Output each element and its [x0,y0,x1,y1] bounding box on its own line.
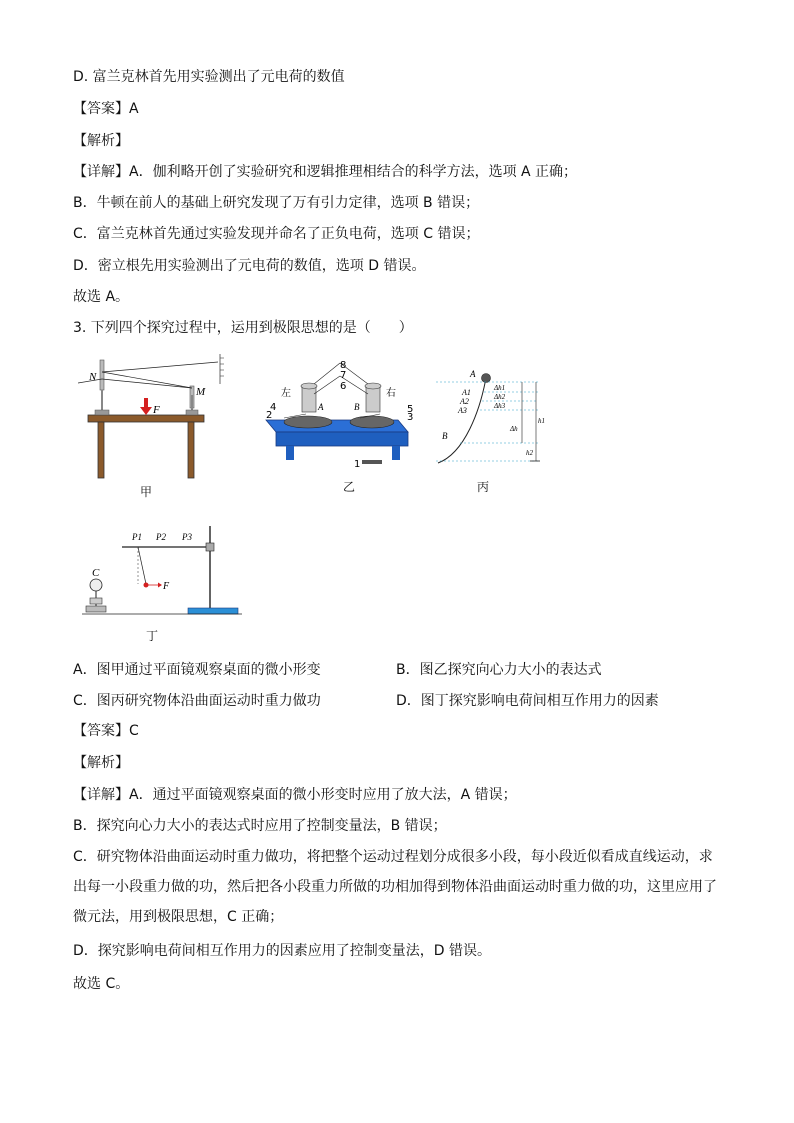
answer-label: 【答案】A [73,101,139,117]
label-4: 4 [270,402,277,413]
label-p1: P1 [132,532,142,542]
answer-label-q3: 【答案】C [73,723,139,739]
caption-yi: 乙 [343,480,356,494]
label-7: 7 [340,370,347,381]
label-h2: h2 [526,449,533,457]
label-3: 3 [407,412,414,423]
option-d-q3: D．图丁探究影响电荷间相互作用力的因素 [396,693,659,709]
label-5: 5 [407,404,414,415]
label-a3: A3 [458,406,467,415]
caption-jia: 甲 [140,485,153,499]
charge-c-stand [86,579,106,612]
option-a: A．图甲通过平面镜观察桌面的微小形变 [73,662,321,678]
detail-d-q3: D．探究影响电荷间相互作用力的因素应用了控制变量法，D 错误。 [73,943,492,959]
suspension-thread [138,547,146,584]
option-d: D. 富兰克林首先用实验测出了元电荷的数值 [73,69,345,85]
label-f: F [163,581,170,592]
label-dh: Δh [510,425,518,433]
label-1: 1 [354,459,361,470]
analysis-label-q3: 【解析】 [73,755,129,771]
force-arrow [140,398,152,415]
label-p3: P3 [182,532,192,542]
option-b: B．图乙探究向心力大小的表达式 [396,662,602,678]
label-p2: P2 [156,532,166,542]
detail-b-q3: B．探究向心力大小的表达式时应用了控制变量法，B 错误； [73,818,447,834]
label-m: M [196,386,206,398]
force-f-arrow [148,583,162,588]
crank [362,460,382,464]
label-dh1: Δh1 [494,384,506,392]
label-right: 右 [386,388,396,399]
conclusion-q3: 故选 C。 [73,976,130,992]
label-8: 8 [340,360,347,371]
caption-bing: 丙 [477,480,490,494]
ball [482,374,491,383]
detail-b: B．牛顿在前人的基础上研究发现了万有引力定律，选项 B 错误； [73,195,480,211]
arms [284,363,380,418]
figure-ding [82,522,242,622]
figure-jia [78,350,238,482]
table [88,415,204,478]
detail-a-q3: 【详解】A．通过平面镜观察桌面的微小形变时应用了放大法，A 错误； [73,787,517,803]
detail-a: 【详解】A．伽利略开创了实验研究和逻辑推理相结合的科学方法，选项 A 正确； [73,164,578,180]
height-levels [436,382,538,461]
detail-c: C．富兰克林首先通过实验发现并命名了正负电荷，选项 C 错误； [73,226,480,242]
label-2: 2 [266,410,273,421]
label-b: B [354,402,360,412]
label-a1: A1 [462,388,471,397]
label-c: C [92,567,100,579]
conclusion: 故选 A。 [73,289,130,305]
question-stem: 3. 下列四个探究过程中，运用到极限思想的是（ ） [73,320,413,336]
label-dh3: Δh3 [494,402,506,410]
figure-bing [430,365,550,469]
label-f: F [153,404,160,416]
ruler [220,354,224,384]
charged-ball [144,583,149,588]
mirror-n-stand [95,360,109,415]
label-left: 左 [281,388,291,399]
option-c: C．图丙研究物体沿曲面运动时重力做功 [73,693,321,709]
figure-yi [256,358,416,476]
caption-ding: 丁 [146,629,159,643]
label-dh2: Δh2 [494,393,506,401]
label-a2: A2 [460,397,469,406]
label-n: N [89,371,97,383]
label-a: A [318,402,324,412]
label-6: 6 [340,381,347,392]
analysis-label: 【解析】 [73,133,129,149]
label-b: B [442,431,448,441]
label-a: A [470,369,476,379]
light-path [78,362,218,388]
label-h1: h1 [538,417,545,425]
detail-d: D．密立根先用实验测出了元电荷的数值，选项 D 错误。 [73,258,426,274]
detail-c-q3: C．研究物体沿曲面运动时重力做功，将把整个运动过程划分成很多小段，每小段近似看成直线运动，求出每一小段重力做的功，然后把各小段重力所做的功相加得到物体沿曲面运动时重力做的功，这里应用了微元法，用到极限思想，C 正确； [73,849,717,925]
